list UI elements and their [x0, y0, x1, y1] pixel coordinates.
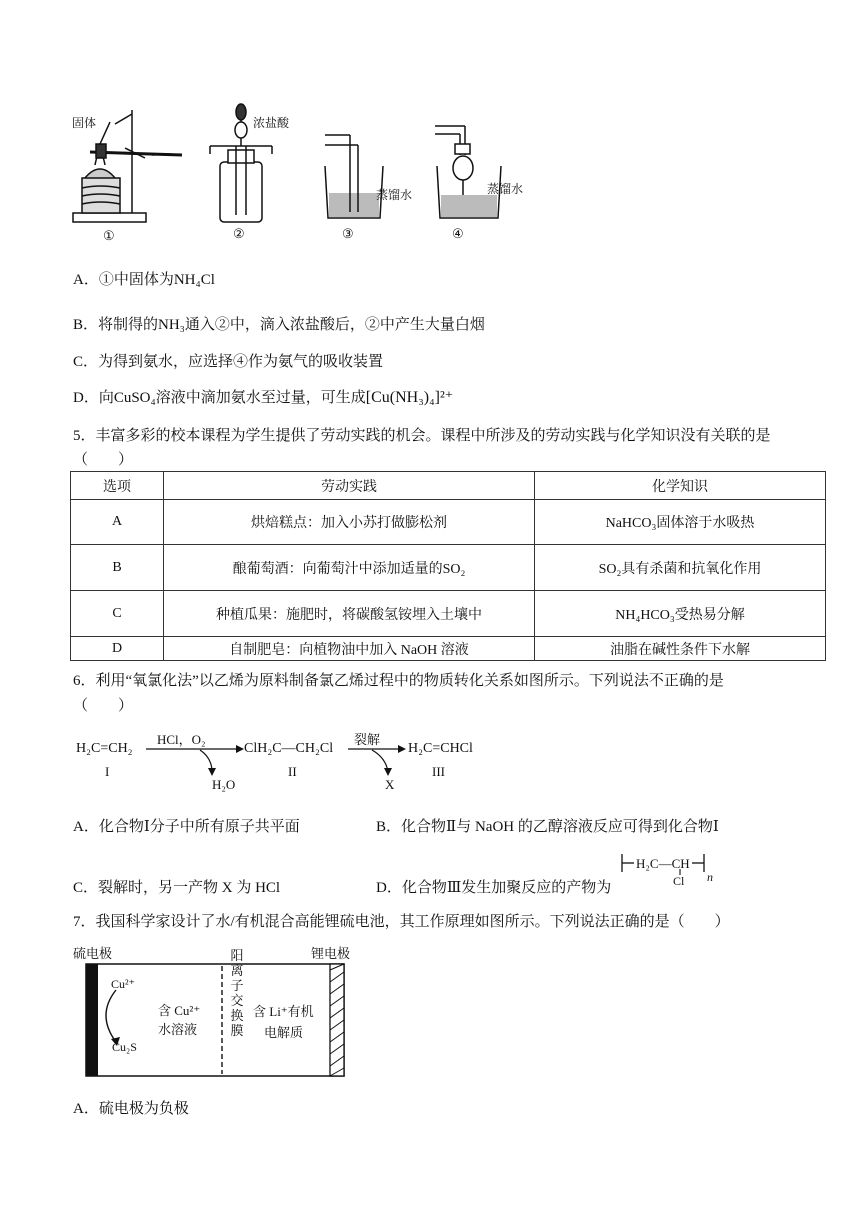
q5-stem: 5．丰富多彩的校本课程为学生提供了劳动实践的机会。课程中所涉及的劳动实践与化学知识没有关联的是 [73, 428, 771, 444]
apparatus-figure [70, 100, 570, 250]
reagent-2: 裂解 [354, 732, 381, 747]
cu-ion: Cu²⁺ [111, 977, 135, 991]
table-cell: C [71, 591, 164, 637]
table-header: 选项 [71, 472, 164, 500]
byproduct-2: X [385, 777, 395, 792]
aqueous-text-2: 水溶液 [158, 1022, 198, 1037]
label-sulfur-electrode: 硫电极 [73, 946, 113, 961]
table-row [71, 637, 826, 661]
table-row [71, 591, 826, 637]
complex-ion: [Cu(NH₃)₄]²⁺ [365, 389, 454, 406]
membrane-char: 子 [230, 978, 244, 993]
q6-option-b: B．化合物Ⅱ与 NaOH 的乙醇溶液反应可得到化合物Ⅰ [376, 819, 719, 835]
table-cell: B [71, 545, 164, 591]
table-header-row [71, 472, 826, 500]
table-cell: NaHCO₃固体溶于水吸热 [535, 500, 826, 545]
reagent-1: HCl，O₂ [157, 732, 206, 747]
membrane-char: 膜 [230, 1023, 244, 1038]
number-4: ④ [452, 226, 464, 241]
table-cell: 油脂在碱性条件下水解 [535, 637, 826, 661]
table-header: 化学知识 [535, 472, 826, 500]
q5-paren: （ ） [73, 452, 134, 468]
compound-2-label: II [288, 764, 297, 779]
table-cell: 酿葡萄酒：向葡萄汁中添加适量的SO₂ [164, 545, 535, 591]
label-solid: 固体 [72, 116, 97, 130]
membrane-char: 阳 [230, 948, 244, 963]
membrane-char: 换 [230, 1008, 244, 1023]
membrane-char: 离 [230, 963, 244, 978]
polymer-n: n [707, 870, 713, 884]
aqueous-text-1: 含 Cu²⁺ [158, 1003, 201, 1018]
membrane-char: 交 [230, 993, 244, 1008]
q4-option-c: C．为得到氨水，应选择④作为氨气的吸收装置 [73, 354, 384, 370]
table-cell: D [71, 637, 164, 661]
table-cell: A [71, 500, 164, 545]
q4-option-b: B．将制得的NH₃通入②中，滴入浓盐酸后，②中产生大量白烟 [73, 317, 485, 333]
label-hcl: 浓盐酸 [253, 116, 290, 130]
number-3: ③ [342, 226, 354, 241]
compound-1-label: I [105, 764, 110, 779]
q6-option-a: A．化合物Ⅰ分子中所有原子共平面 [73, 819, 300, 835]
label-water-3: 蒸馏水 [376, 188, 413, 202]
number-1: ① [103, 228, 115, 243]
compound-2: ClH₂C—CH₂Cl [244, 741, 334, 756]
polymer-chain: H₂C—CH [636, 856, 690, 871]
q7-stem: 7．我国科学家设计了水/有机混合高能锂硫电池，其工作原理如图所示。下列说法正确的是（ ） [73, 914, 730, 930]
apparatus-4 [435, 126, 501, 218]
q6-option-c: C．裂解时，另一产物 X 为 HCl [73, 880, 281, 896]
table-cell: SO₂具有杀菌和抗氧化作用 [535, 545, 826, 591]
q6-option-d: D．化合物Ⅲ发生加聚反应的产物为 [376, 880, 612, 896]
label-water-4: 蒸馏水 [487, 182, 524, 196]
organic-text-2: 电解质 [264, 1025, 304, 1040]
byproduct-1: H₂O [212, 777, 236, 792]
membrane-label [230, 948, 244, 1038]
compound-3-label: III [432, 764, 445, 779]
table-cell: NH₄HCO₃受热易分解 [535, 591, 826, 637]
q6-stem: 6．利用“氧氯化法”以乙烯为原料制备氯乙烯过程中的物质转化关系如图所示。下列说法不正确的是 [73, 673, 724, 689]
q4-option-d [73, 386, 453, 407]
compound-1: H₂C=CH₂ [76, 741, 133, 756]
q5-table [70, 471, 826, 661]
table-cell: 烘焙糕点：加入小苏打做膨松剂 [164, 500, 535, 545]
table-header: 劳动实践 [164, 472, 535, 500]
q6-paren: （ ） [73, 698, 134, 714]
table-row [71, 545, 826, 591]
scheme-arrows [140, 740, 420, 790]
number-2: ② [233, 226, 245, 241]
apparatus-3 [325, 135, 383, 218]
table-row [71, 500, 826, 545]
q4-option-a: A．①中固体为NH₄Cl [73, 272, 215, 288]
polymer-substituent: Cl [673, 874, 685, 888]
cu2s: Cu₂S [112, 1040, 137, 1054]
compound-3: H₂C=CHCl [408, 741, 473, 756]
label-lithium-electrode: 锂电极 [311, 946, 351, 961]
q4-option-d-text: D．向CuSO₄溶液中滴加氨水至过量，可生成 [73, 390, 366, 406]
organic-text-1: 含 Li⁺有机 [253, 1004, 314, 1019]
table-cell: 自制肥皂：向植物油中加入 NaOH 溶液 [164, 637, 535, 661]
table-cell: 种植瓜果：施肥时，将碳酸氢铵埋入土壤中 [164, 591, 535, 637]
q7-option-a: A．硫电极为负极 [73, 1101, 189, 1117]
